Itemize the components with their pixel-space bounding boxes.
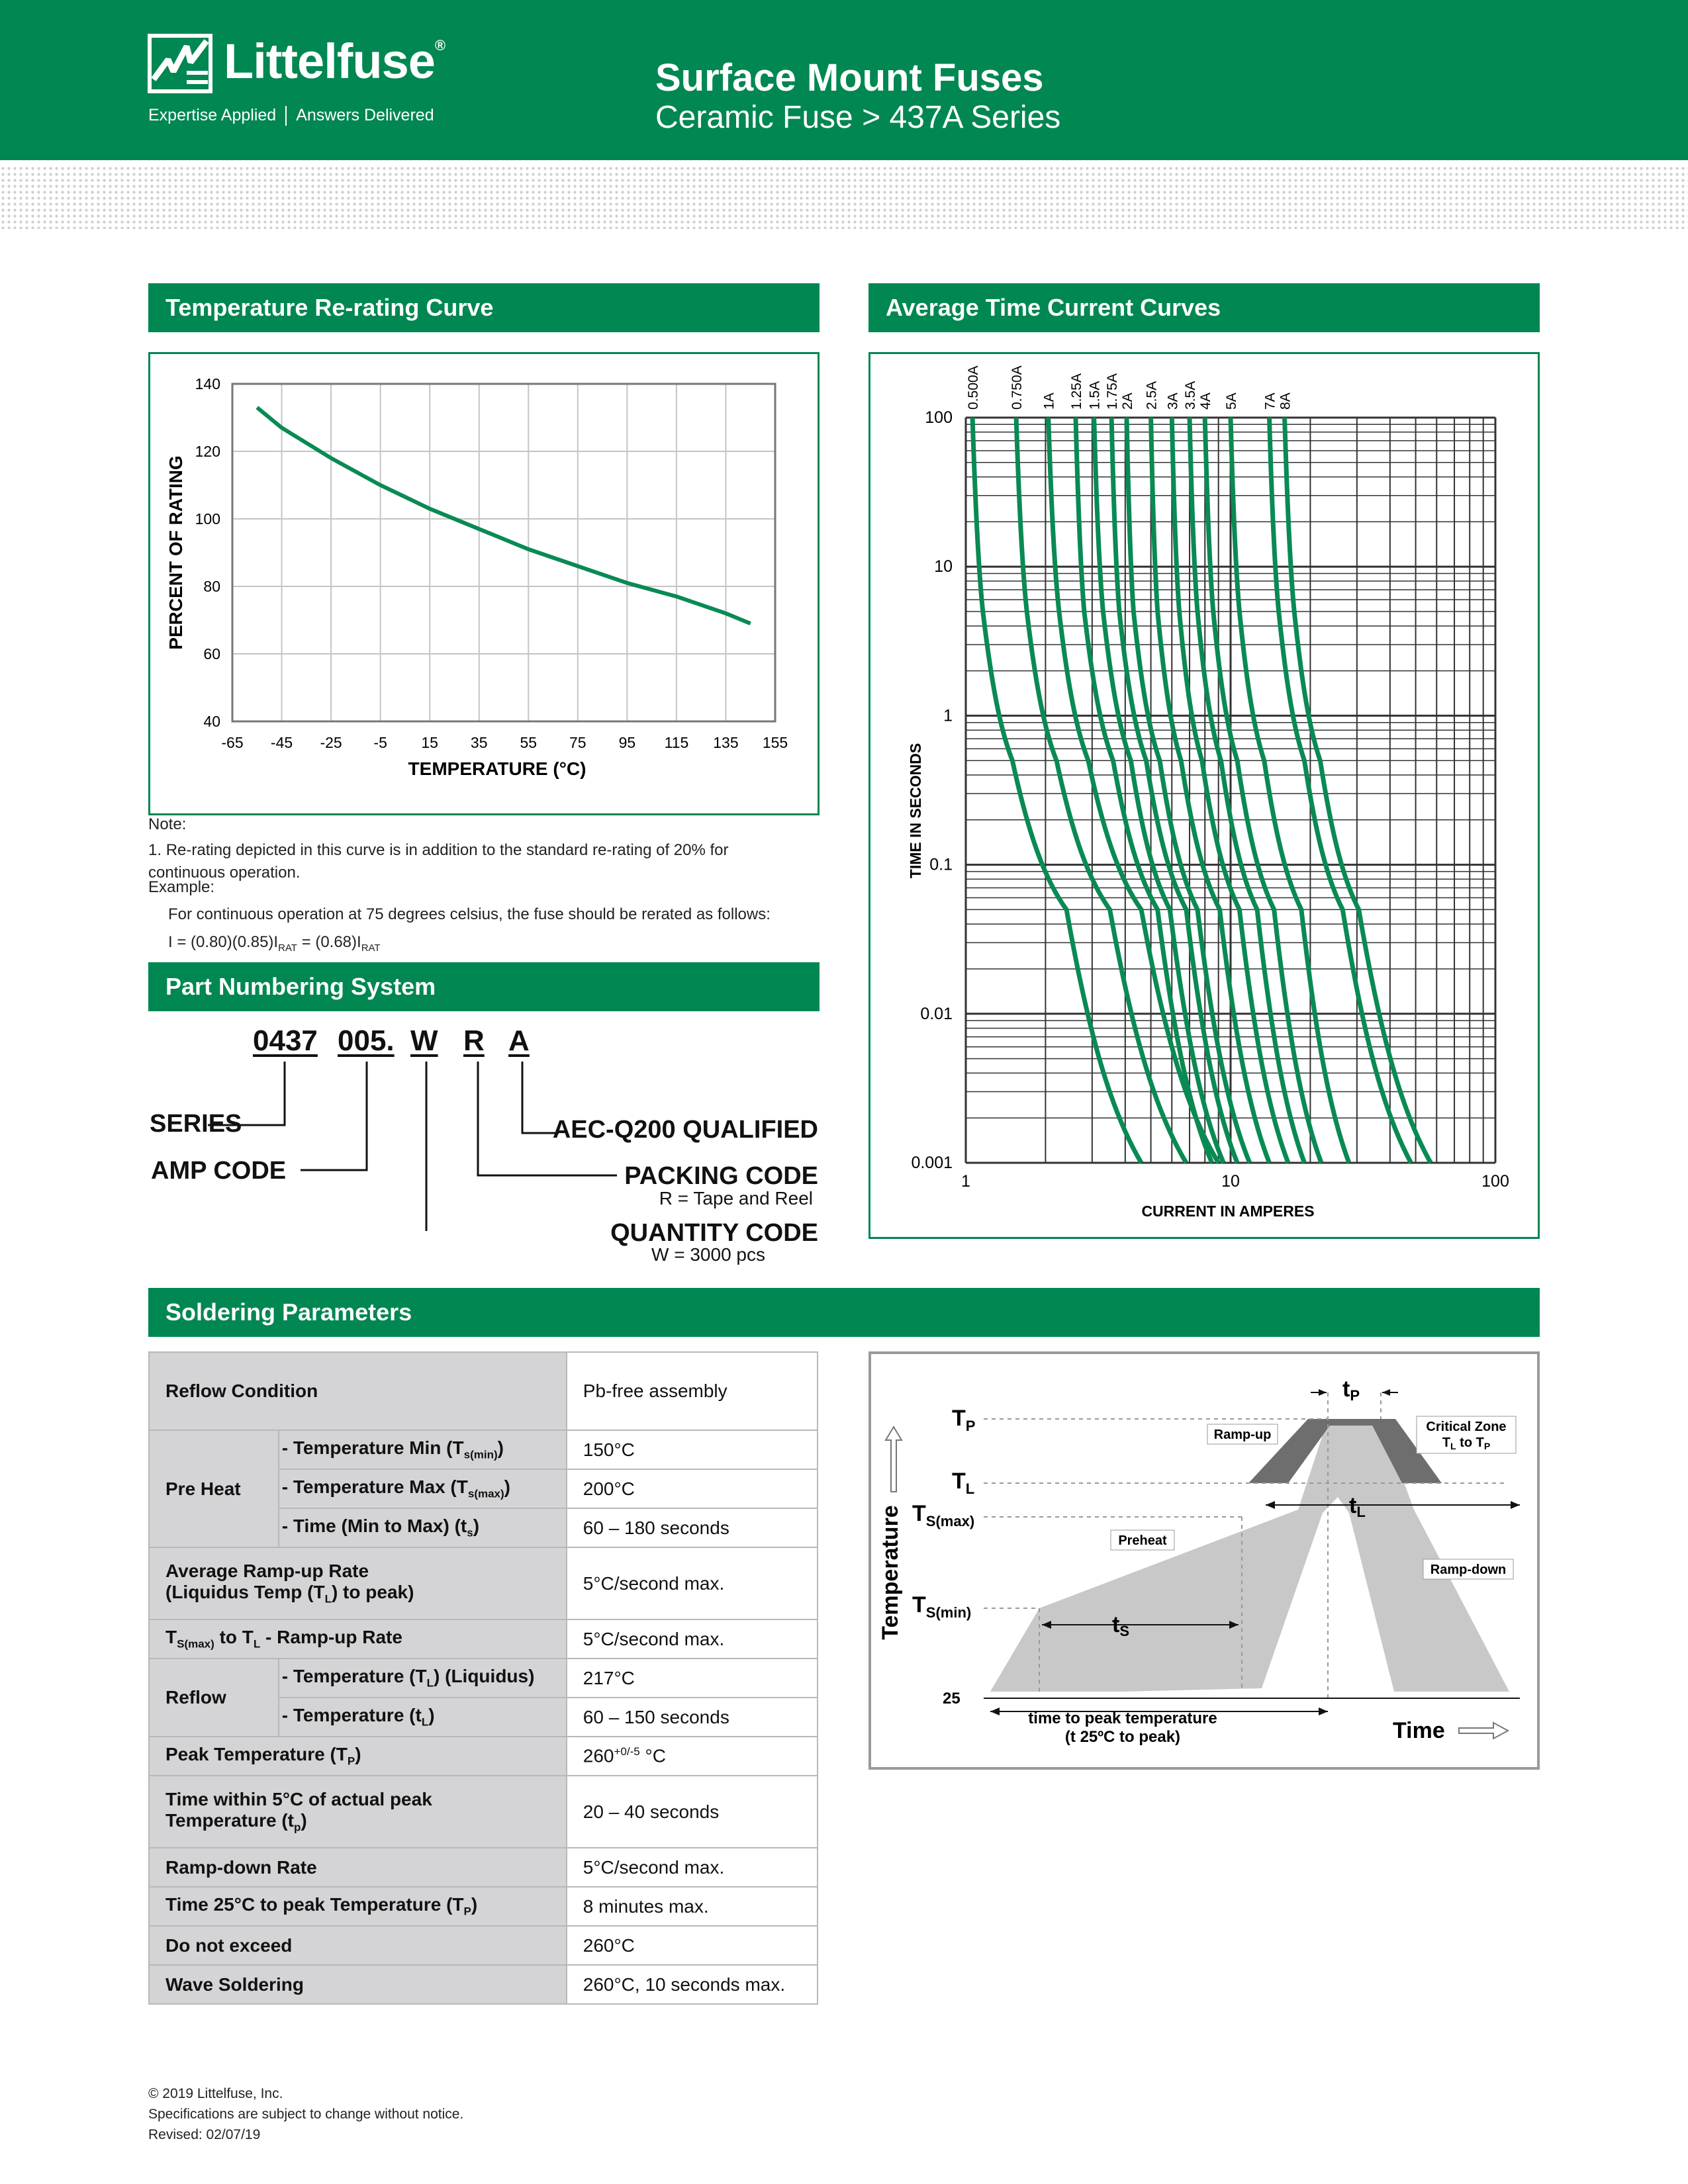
time-min-max-label: - Time (Min to Max) $(t_s)$ bbox=[279, 1508, 567, 1547]
tc-rating-label: 3.5A bbox=[1183, 381, 1198, 410]
tc-rating-label: 1.25A bbox=[1069, 373, 1084, 410]
tc-rating-label: 0.750A bbox=[1009, 365, 1025, 410]
ramp-down-label: Ramp-down Rate bbox=[149, 1848, 567, 1887]
tc-rating-label: 0.500A bbox=[966, 365, 982, 410]
soldering-table bbox=[148, 1351, 818, 2005]
rerating-y-tick: 80 bbox=[203, 578, 220, 595]
example-heading: Example: bbox=[148, 878, 215, 896]
tc-curve bbox=[1205, 418, 1321, 1163]
peak-value: $260^{+0/-5}$ °C bbox=[567, 1737, 818, 1776]
tc-x-tick: 10 bbox=[1221, 1172, 1240, 1191]
rerating-y-tick: 140 bbox=[195, 375, 220, 392]
tc-rating-label: 5A bbox=[1224, 392, 1239, 410]
time-axis-arrow-icon bbox=[1459, 1723, 1508, 1739]
tl-label: $T_L$ bbox=[952, 1469, 975, 1497]
peak-fill bbox=[1321, 1419, 1387, 1426]
tc-x-tick: 1 bbox=[961, 1172, 970, 1191]
amp-code: 005. bbox=[338, 1024, 395, 1057]
table-row bbox=[149, 1887, 818, 1926]
quantity-code-letter: W bbox=[410, 1024, 438, 1057]
wave-value: 260°C, 10 seconds max. bbox=[567, 1965, 818, 2004]
time-axis-label: Time bbox=[1393, 1718, 1445, 1743]
reflow-condition-label: Reflow Condition bbox=[149, 1352, 567, 1430]
time-within-label: Time within 5°C of actual peak Temperature $(t_p)$ bbox=[149, 1776, 567, 1848]
tc-y-tick: 0.1 bbox=[929, 855, 953, 874]
time-to-peak-text-2: (t 25ºC to peak) bbox=[1064, 1728, 1181, 1746]
temp-25-label: 25 bbox=[943, 1690, 961, 1707]
tc-rating-label: 3A bbox=[1165, 392, 1181, 410]
brand-name: Littelfuse® bbox=[224, 34, 445, 89]
rerating-x-tick: 135 bbox=[713, 734, 739, 751]
quantity-code-label: QUANTITY CODE bbox=[610, 1219, 818, 1247]
rerating-y-tick: 60 bbox=[203, 645, 220, 662]
rerating-x-tick: -65 bbox=[221, 734, 244, 751]
rerating-x-tick: 35 bbox=[470, 734, 488, 751]
littelfuse-logo-icon bbox=[147, 33, 213, 94]
rerating-x-tick: -45 bbox=[270, 734, 293, 751]
table-row bbox=[149, 1776, 818, 1848]
page-title: Surface Mount Fuses bbox=[655, 56, 1044, 99]
reflow-profile-diagram bbox=[871, 1354, 1537, 1767]
small-tp-label: tP bbox=[1342, 1377, 1360, 1404]
tl-time-value: 60 – 150 seconds bbox=[567, 1698, 818, 1737]
tmin-label: - Temperature Min $(T_{s(min)})$ bbox=[279, 1430, 567, 1469]
tl-liquidus-label: - Temperature $(T_L)$ (Liquidus) bbox=[279, 1659, 567, 1698]
peak-label: Peak Temperature $(T_P)$ bbox=[149, 1737, 567, 1776]
rerating-x-tick: -25 bbox=[320, 734, 342, 751]
packing-code-letter: R bbox=[463, 1024, 485, 1057]
critical-zone-text-2: $T_L$ to $T_P$ bbox=[1442, 1435, 1491, 1451]
tmax-value: 200°C bbox=[567, 1469, 818, 1508]
tc-rating-label: 1A bbox=[1041, 392, 1057, 410]
table-row bbox=[149, 1352, 818, 1430]
preheat-text: Preheat bbox=[1118, 1533, 1167, 1548]
footer-revised: Revised: 02/07/19 bbox=[148, 2127, 261, 2142]
page-footer bbox=[148, 2083, 463, 2145]
series-code: 0437 bbox=[253, 1024, 318, 1057]
small-ts-label: tS bbox=[1112, 1612, 1130, 1639]
reflow-profile-frame bbox=[868, 1351, 1540, 1770]
tagline: Expertise Applied Answers Delivered bbox=[148, 106, 434, 126]
tsmax-label: $T_{S(max)}$ bbox=[912, 1501, 975, 1529]
tc-rating-label: 1.5A bbox=[1087, 381, 1103, 410]
tc-curve bbox=[1285, 418, 1431, 1163]
series-label: SERIES bbox=[150, 1110, 242, 1138]
time-current-chart bbox=[870, 354, 1538, 1237]
rerating-x-tick: -5 bbox=[373, 734, 387, 751]
rerating-x-tick: 115 bbox=[664, 734, 689, 751]
pre-heat-label: Pre Heat bbox=[149, 1430, 279, 1547]
dot-pattern-band bbox=[0, 165, 1688, 229]
section-bar-part-numbering: Part Numbering System bbox=[148, 962, 820, 1011]
do-not-exceed-value: 260°C bbox=[567, 1926, 818, 1965]
tc-curve bbox=[1016, 418, 1186, 1163]
tc-rating-label: 2.5A bbox=[1144, 381, 1160, 410]
rerating-chart-frame bbox=[148, 352, 820, 815]
tc-rating-label: 7A bbox=[1262, 392, 1278, 410]
do-not-exceed-label: Do not exceed bbox=[149, 1926, 567, 1965]
amp-code-label: AMP CODE bbox=[151, 1157, 287, 1185]
time-to-peak-label: Time 25°C to peak Temperature $(T_P)$ bbox=[149, 1887, 567, 1926]
aec-label: AEC-Q200 QUALIFIED bbox=[552, 1116, 818, 1144]
rerating-xlabel: TEMPERATURE (°C) bbox=[408, 758, 586, 779]
time-min-max-value: 60 – 180 seconds bbox=[567, 1508, 818, 1547]
example-text: For continuous operation at 75 degrees celsius, the fuse should be rerated as follows: bbox=[168, 905, 771, 923]
tc-y-tick: 0.01 bbox=[920, 1004, 953, 1023]
rerating-chart bbox=[150, 354, 818, 813]
tc-rating-label: 2A bbox=[1120, 392, 1135, 410]
time-current-chart-frame bbox=[868, 352, 1540, 1239]
rerating-x-tick: 75 bbox=[569, 734, 586, 751]
packing-code-label: PACKING CODE bbox=[624, 1162, 818, 1190]
section-bar-soldering: Soldering Parameters bbox=[148, 1288, 1540, 1337]
tc-y-tick: 10 bbox=[934, 557, 953, 576]
tmax-label: - Temperature Max $(T_{s(max)})$ bbox=[279, 1469, 567, 1508]
rerating-y-tick: 40 bbox=[203, 713, 220, 730]
page-subtitle: Ceramic Fuse > 437A Series bbox=[655, 100, 1061, 135]
ramp-up-value: 5°C/second max. bbox=[567, 1547, 818, 1619]
rerating-plot-border bbox=[232, 384, 775, 721]
temperature-axis-label: Temperature bbox=[878, 1505, 903, 1640]
tc-xlabel: CURRENT IN AMPERES bbox=[1141, 1203, 1315, 1220]
rerating-x-tick: 15 bbox=[421, 734, 438, 751]
footer-copyright: © 2019 Littelfuse, Inc. bbox=[148, 2086, 283, 2101]
tmin-value: 150°C bbox=[567, 1430, 818, 1469]
rerating-y-tick: 100 bbox=[195, 510, 220, 527]
temperature-axis-arrow-icon bbox=[886, 1427, 902, 1492]
ramp-down-text: Ramp-down bbox=[1430, 1563, 1507, 1577]
critical-zone-text-1: Critical Zone bbox=[1426, 1420, 1507, 1434]
tsmin-label: $T_{S(min)}$ bbox=[912, 1592, 972, 1621]
table-row bbox=[149, 1619, 818, 1659]
ramp-up-text: Ramp-up bbox=[1213, 1428, 1272, 1442]
table-row bbox=[149, 1926, 818, 1965]
time-within-value: 20 – 40 seconds bbox=[567, 1776, 818, 1848]
table-row bbox=[149, 1965, 818, 2004]
rerating-x-tick: 55 bbox=[520, 734, 538, 751]
table-row bbox=[149, 1737, 818, 1776]
table-row bbox=[149, 1659, 818, 1698]
section-bar-time-current: Average Time Current Curves bbox=[868, 283, 1540, 332]
rerating-x-tick: 155 bbox=[762, 734, 788, 751]
tc-rating-label: 8A bbox=[1278, 392, 1293, 410]
tc-x-tick: 100 bbox=[1481, 1172, 1509, 1191]
tc-y-tick: 100 bbox=[925, 408, 953, 427]
wave-label: Wave Soldering bbox=[149, 1965, 567, 2004]
section-bar-rerating: Temperature Re-rating Curve bbox=[148, 283, 820, 332]
rerating-ylabel: PERCENT OF RATING bbox=[165, 455, 186, 650]
time-to-peak-text-1: time to peak temperature bbox=[1028, 1709, 1217, 1727]
ts-to-tl-label: $T_{S(max)}$ to $T_L$ - Ramp-up Rate bbox=[149, 1619, 567, 1659]
tp-label: $T_P$ bbox=[952, 1406, 976, 1434]
ramp-down-value: 5°C/second max. bbox=[567, 1848, 818, 1887]
tl-time-label: - Temperature $(t_L)$ bbox=[279, 1698, 567, 1737]
note-1: 1. Re-rating depicted in this curve is in addition to the standard re-rating of 20% for continuous operation. bbox=[148, 841, 729, 882]
time-to-peak-value: 8 minutes max. bbox=[567, 1887, 818, 1926]
tc-rating-label: 4A bbox=[1198, 392, 1214, 410]
table-row bbox=[149, 1848, 818, 1887]
table-row bbox=[149, 1547, 818, 1619]
tc-ylabel: TIME IN SECONDS bbox=[907, 743, 924, 879]
packing-code-note: R = Tape and Reel bbox=[659, 1188, 813, 1208]
ramp-up-label: Average Ramp-up Rate (Liquidus Temp $(T_L)$ to peak) bbox=[149, 1547, 567, 1619]
tc-y-tick: 0.001 bbox=[911, 1154, 953, 1172]
tc-rating-label: 1.75A bbox=[1105, 373, 1121, 410]
table-row bbox=[149, 1430, 818, 1469]
tc-y-tick: 1 bbox=[943, 706, 953, 725]
reflow-label: Reflow bbox=[149, 1659, 279, 1737]
quantity-code-note: W = 3000 pcs bbox=[651, 1244, 765, 1265]
rerating-x-tick: 95 bbox=[618, 734, 636, 751]
reflow-condition-value: Pb-free assembly bbox=[567, 1352, 818, 1430]
ts-to-tl-value: 5°C/second max. bbox=[567, 1619, 818, 1659]
small-tl-label: tL bbox=[1349, 1493, 1366, 1520]
aec-code-letter: A bbox=[508, 1024, 530, 1057]
rerating-y-tick: 120 bbox=[195, 443, 220, 460]
tl-liquidus-value: 217°C bbox=[567, 1659, 818, 1698]
footer-notice: Specifications are subject to change without notice. bbox=[148, 2107, 464, 2122]
note-heading: Note: bbox=[148, 815, 187, 833]
example-formula: $I = (0.80)(0.85)I_{RAT} = (0.68)I_{RAT}$ bbox=[168, 933, 381, 954]
